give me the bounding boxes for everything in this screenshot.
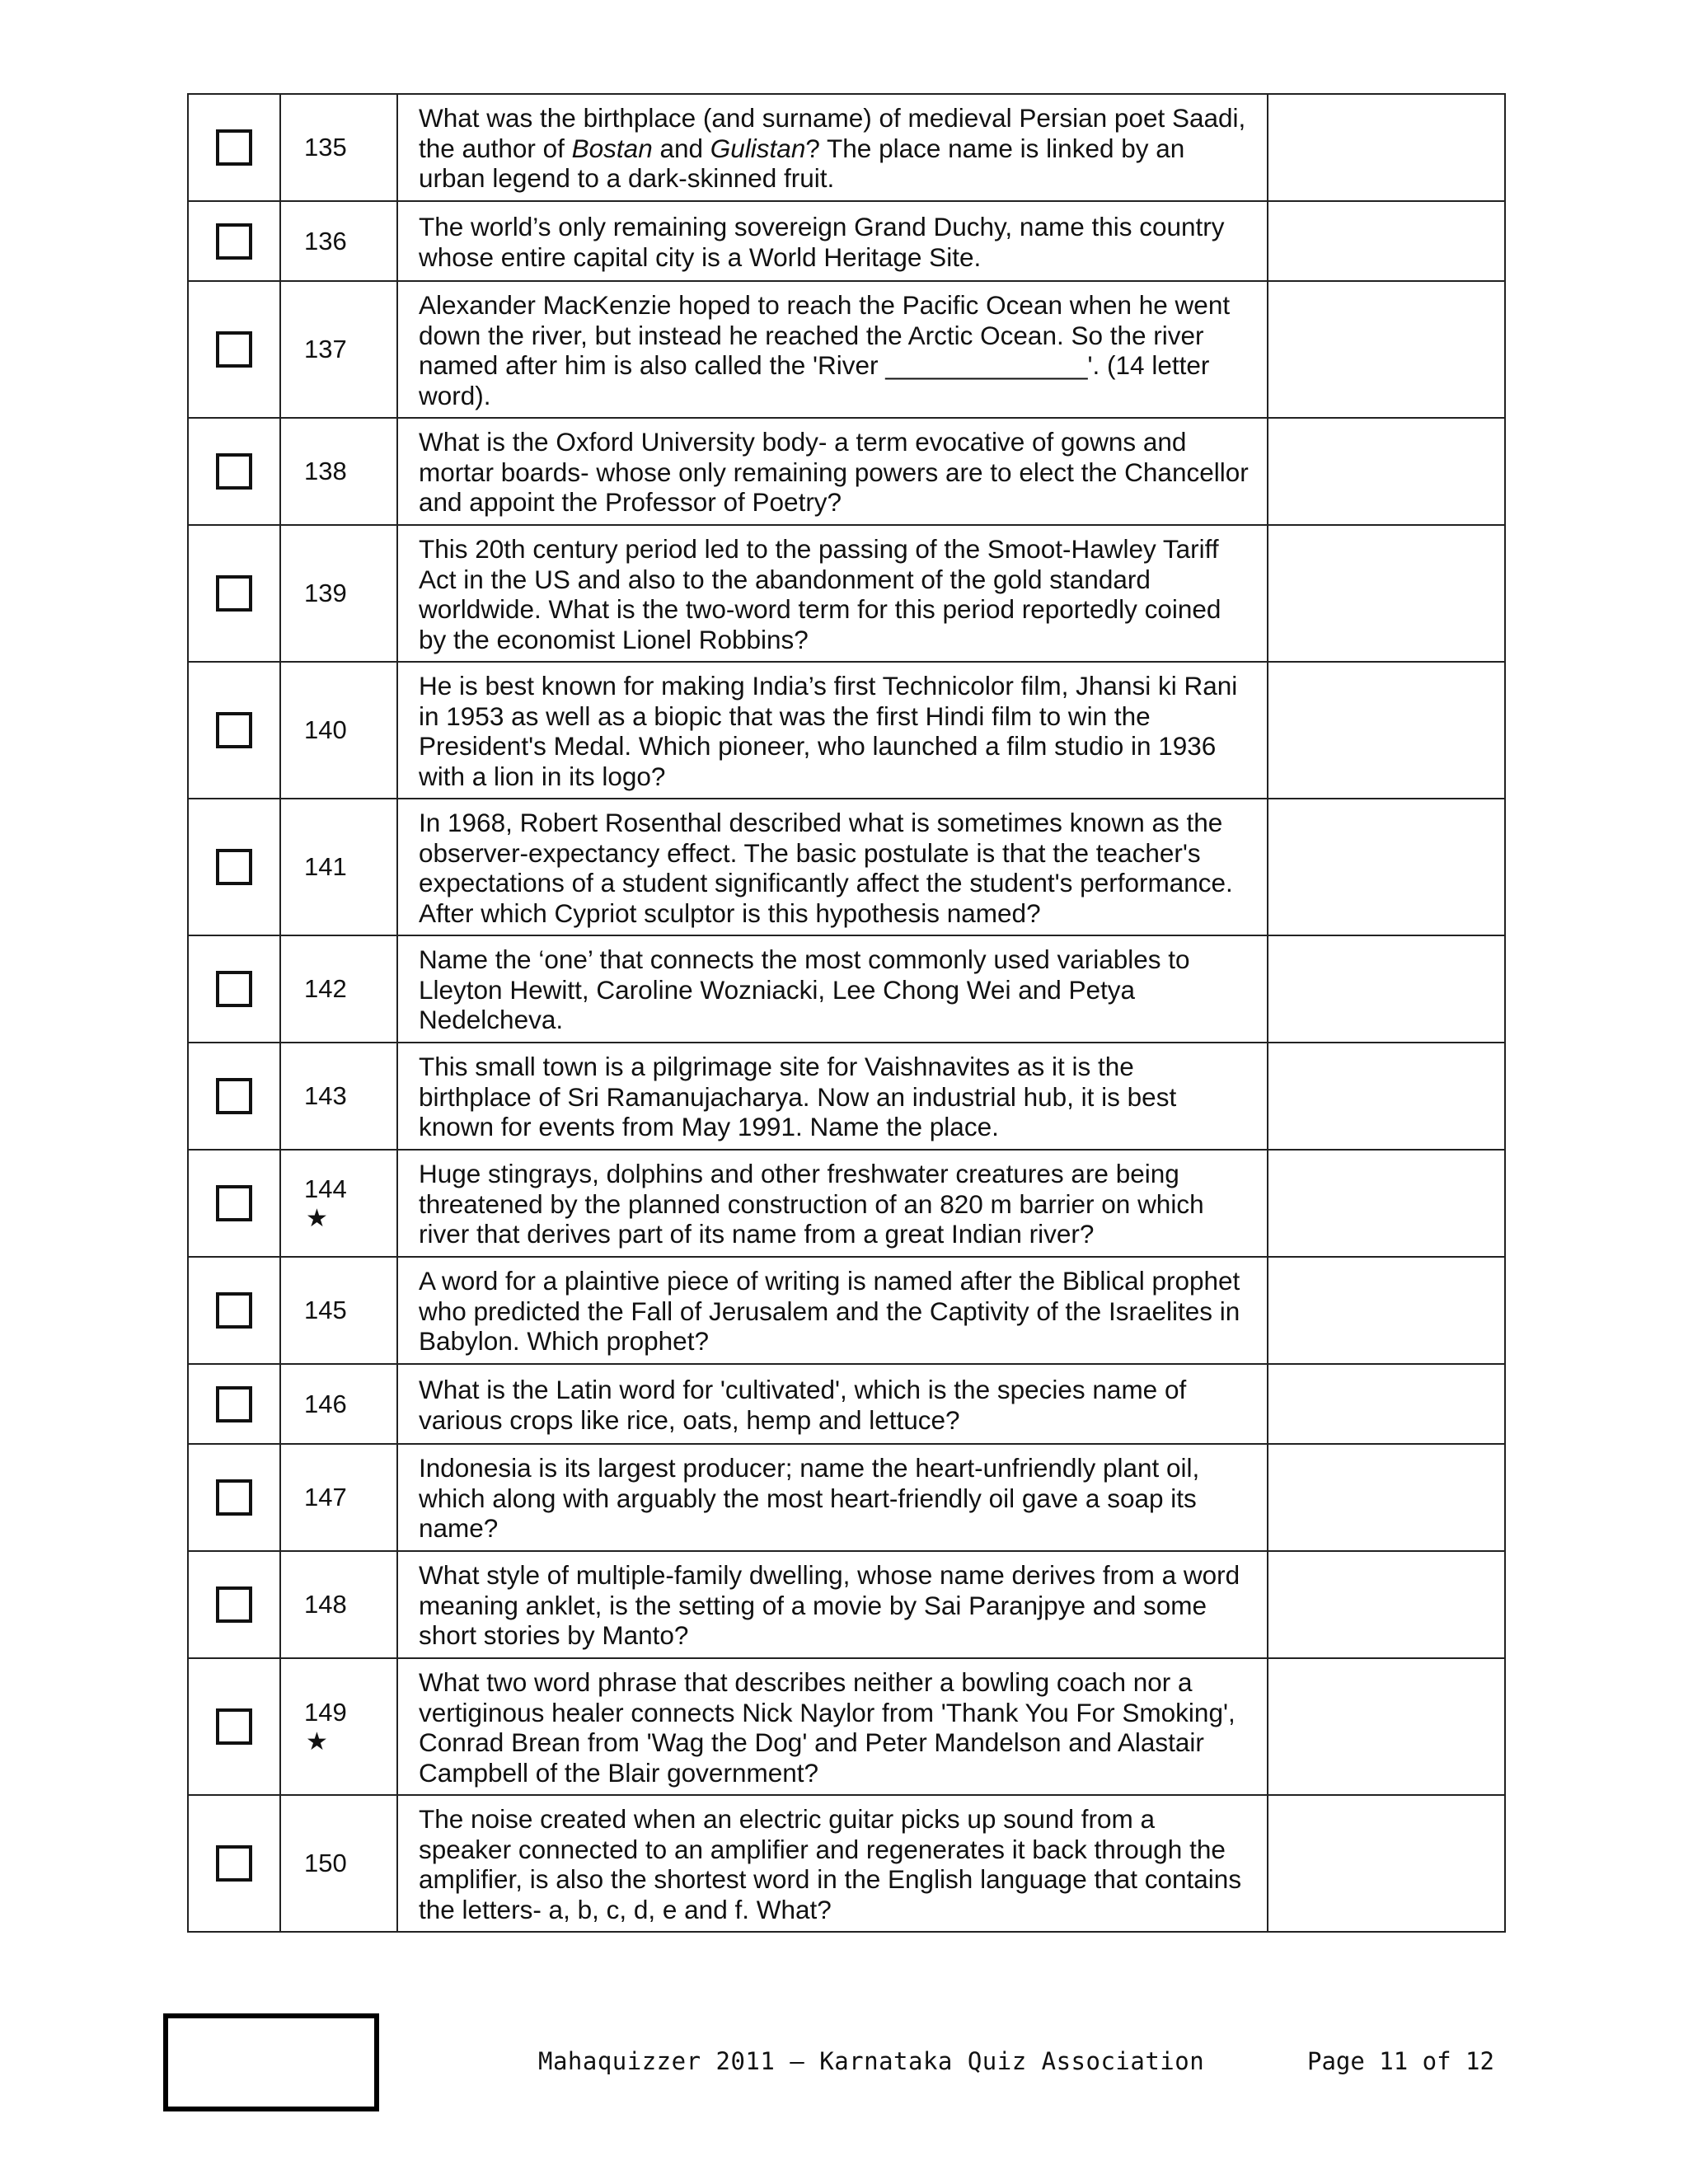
page-number: Page 11 of 12 bbox=[1307, 2047, 1494, 2075]
question-row bbox=[188, 1364, 1505, 1444]
checkbox-cell bbox=[188, 662, 280, 799]
checkbox[interactable] bbox=[216, 453, 252, 490]
question-row bbox=[188, 662, 1505, 799]
question-number: 135 bbox=[304, 133, 347, 162]
question-text: Name the ‘one’ that connects the most commonly used variables to Lleyton Hewitt, Caroline Wozniacki, Lee Chong Wei and Petya Nedelcheva. bbox=[397, 935, 1268, 1043]
question-text bbox=[397, 94, 1268, 201]
question-text-part: What was the birthplace (and surname) of medieval Persian poet Saadi, the author of bbox=[419, 103, 1246, 163]
question-number-cell bbox=[280, 418, 397, 525]
question-number: 148 bbox=[304, 1590, 347, 1619]
checkbox[interactable] bbox=[216, 712, 252, 748]
question-number-cell bbox=[280, 1551, 397, 1658]
question-row bbox=[188, 418, 1505, 525]
checkbox[interactable] bbox=[216, 849, 252, 885]
question-number-cell bbox=[280, 935, 397, 1043]
checkbox[interactable] bbox=[216, 331, 252, 368]
checkbox-cell bbox=[188, 1364, 280, 1444]
checkbox-cell bbox=[188, 525, 280, 662]
question-row bbox=[188, 1150, 1505, 1257]
question-number: 144 bbox=[304, 1174, 347, 1203]
footer-title: Mahaquizzer 2011 – Karnataka Quiz Association bbox=[538, 2047, 1205, 2075]
question-table bbox=[187, 93, 1506, 1933]
question-text: What two word phrase that describes neither a bowling coach nor a vertiginous healer connects Nick Naylor from 'Thank You For Smoking', Conrad Brean from 'Wag the Dog' and Peter Mandelson and Alastair Campbell of the Blair government? bbox=[397, 1658, 1268, 1795]
question-row bbox=[188, 281, 1505, 418]
question-row bbox=[188, 1795, 1505, 1932]
checkbox-cell bbox=[188, 281, 280, 418]
answer-cell[interactable] bbox=[1268, 1551, 1505, 1658]
checkbox-cell bbox=[188, 1444, 280, 1551]
question-row bbox=[188, 94, 1505, 201]
question-text: In 1968, Robert Rosenthal described what is sometimes known as the observer-expectancy effect. The basic postulate is that the teacher's expectations of a student significantly affect the student's performance. After which Cypriot sculptor is this hypothesis named? bbox=[397, 799, 1268, 935]
question-text: This 20th century period led to the passing of the Smoot-Hawley Tariff Act in the US and also to the abandonment of the gold standard worldwide. What is the two-word term for this period reportedly coined by the economist Lionel Robbins? bbox=[397, 525, 1268, 662]
question-number-cell bbox=[280, 1257, 397, 1364]
checkbox-cell bbox=[188, 418, 280, 525]
checkbox-cell bbox=[188, 799, 280, 935]
question-number-cell bbox=[280, 1658, 397, 1795]
question-row bbox=[188, 1551, 1505, 1658]
question-text: What is the Oxford University body- a term evocative of gowns and mortar boards- whose only remaining powers are to elect the Chancellor and appoint the Professor of Poetry? bbox=[397, 418, 1268, 525]
checkbox[interactable] bbox=[216, 1386, 252, 1422]
checkbox[interactable] bbox=[216, 1185, 252, 1221]
answer-cell[interactable] bbox=[1268, 935, 1505, 1043]
question-text: Alexander MacKenzie hoped to reach the Pacific Ocean when he went down the river, but instead he reached the Arctic Ocean. So the river named after him is also called the 'River ______________'. (14 letter word). bbox=[397, 281, 1268, 418]
checkbox-cell bbox=[188, 935, 280, 1043]
question-text-part: and bbox=[652, 133, 710, 163]
question-number-cell bbox=[280, 1150, 397, 1257]
question-row bbox=[188, 525, 1505, 662]
question-number-cell bbox=[280, 1444, 397, 1551]
star-icon: ★ bbox=[306, 1728, 328, 1755]
question-text-part: ? The place name is linked by an urban legend to a dark-skinned fruit. bbox=[419, 133, 1185, 194]
question-row bbox=[188, 799, 1505, 935]
question-number-cell bbox=[280, 94, 397, 201]
question-text: This small town is a pilgrimage site for Vaishnavites as it is the birthplace of Sri Ramanujacharya. Now an industrial hub, it is best known for events from May 1991. Name the place. bbox=[397, 1043, 1268, 1150]
book-title-gulistan: Gulistan bbox=[710, 133, 806, 163]
question-row bbox=[188, 1444, 1505, 1551]
question-text: Indonesia is its largest producer; name the heart-unfriendly plant oil, which along with arguably the most heart-friendly oil gave a soap its name? bbox=[397, 1444, 1268, 1551]
footer-box bbox=[163, 2013, 379, 2111]
checkbox-cell bbox=[188, 1150, 280, 1257]
book-title-bostan: Bostan bbox=[571, 133, 653, 163]
checkbox[interactable] bbox=[216, 1708, 252, 1745]
question-number-cell bbox=[280, 201, 397, 281]
answer-cell[interactable] bbox=[1268, 799, 1505, 935]
question-number: 139 bbox=[304, 579, 347, 607]
checkbox-cell bbox=[188, 1658, 280, 1795]
answer-cell[interactable] bbox=[1268, 281, 1505, 418]
question-number: 142 bbox=[304, 974, 347, 1003]
question-number: 149 bbox=[304, 1698, 347, 1727]
question-number-cell bbox=[280, 1795, 397, 1932]
question-number-cell bbox=[280, 662, 397, 799]
question-number: 141 bbox=[304, 852, 347, 881]
question-row bbox=[188, 1043, 1505, 1150]
answer-cell[interactable] bbox=[1268, 1257, 1505, 1364]
checkbox[interactable] bbox=[216, 1845, 252, 1882]
answer-cell[interactable] bbox=[1268, 1043, 1505, 1150]
question-number: 146 bbox=[304, 1389, 347, 1418]
checkbox-cell bbox=[188, 1551, 280, 1658]
question-number-cell bbox=[280, 799, 397, 935]
question-text: A word for a plaintive piece of writing is named after the Biblical prophet who predicted the Fall of Jerusalem and the Captivity of the Israelites in Babylon. Which prophet? bbox=[397, 1257, 1268, 1364]
question-row bbox=[188, 201, 1505, 281]
question-number: 137 bbox=[304, 335, 347, 363]
question-number: 150 bbox=[304, 1849, 347, 1877]
question-number: 140 bbox=[304, 715, 347, 744]
checkbox[interactable] bbox=[216, 1586, 252, 1623]
checkbox-cell bbox=[188, 94, 280, 201]
question-number-cell bbox=[280, 525, 397, 662]
checkbox[interactable] bbox=[216, 223, 252, 260]
checkbox-cell bbox=[188, 201, 280, 281]
question-text: What style of multiple-family dwelling, whose name derives from a word meaning anklet, is the setting of a movie by Sai Paranjpye and some short stories by Manto? bbox=[397, 1551, 1268, 1658]
question-text: What is the Latin word for 'cultivated', which is the species name of various crops like rice, oats, hemp and lettuce? bbox=[397, 1364, 1268, 1444]
question-number: 145 bbox=[304, 1296, 347, 1324]
question-text: He is best known for making India’s first Technicolor film, Jhansi ki Rani in 1953 as well as a biopic that was the first Hindi film to win the President's Medal. Which pioneer, who launched a film studio in 1936 with a lion in its logo? bbox=[397, 662, 1268, 799]
checkbox[interactable] bbox=[216, 1479, 252, 1516]
question-text: Huge stingrays, dolphins and other freshwater creatures are being threatened by the planned construction of an 820 m barrier on which river that derives part of its name from a great Indian river? bbox=[397, 1150, 1268, 1257]
answer-cell[interactable] bbox=[1268, 1795, 1505, 1932]
checkbox-cell bbox=[188, 1795, 280, 1932]
answer-cell[interactable] bbox=[1268, 1444, 1505, 1551]
question-number: 136 bbox=[304, 226, 347, 255]
answer-cell[interactable] bbox=[1268, 525, 1505, 662]
answer-cell[interactable] bbox=[1268, 1658, 1505, 1795]
answer-cell[interactable] bbox=[1268, 94, 1505, 201]
question-number-cell bbox=[280, 1043, 397, 1150]
answer-cell[interactable] bbox=[1268, 201, 1505, 281]
question-number: 143 bbox=[304, 1081, 347, 1110]
checkbox[interactable] bbox=[216, 575, 252, 612]
answer-cell[interactable] bbox=[1268, 1364, 1505, 1444]
question-number: 147 bbox=[304, 1483, 347, 1511]
question-number-cell bbox=[280, 1364, 397, 1444]
star-icon: ★ bbox=[306, 1205, 328, 1232]
checkbox[interactable] bbox=[216, 1078, 252, 1114]
question-row bbox=[188, 1257, 1505, 1364]
answer-cell[interactable] bbox=[1268, 662, 1505, 799]
checkbox-cell bbox=[188, 1257, 280, 1364]
checkbox[interactable] bbox=[216, 971, 252, 1007]
question-number: 138 bbox=[304, 457, 347, 485]
answer-cell[interactable] bbox=[1268, 418, 1505, 525]
question-row bbox=[188, 1658, 1505, 1795]
answer-cell[interactable] bbox=[1268, 1150, 1505, 1257]
checkbox[interactable] bbox=[216, 129, 252, 166]
question-text: The world’s only remaining sovereign Grand Duchy, name this country whose entire capital city is a World Heritage Site. bbox=[397, 201, 1268, 281]
question-number-cell bbox=[280, 281, 397, 418]
checkbox-cell bbox=[188, 1043, 280, 1150]
checkbox[interactable] bbox=[216, 1292, 252, 1329]
question-row bbox=[188, 935, 1505, 1043]
question-text: The noise created when an electric guitar picks up sound from a speaker connected to an amplifier and regenerates it back through the amplifier, is also the shortest word in the English language that contains the letters- a, b, c, d, e and f. What? bbox=[397, 1795, 1268, 1932]
